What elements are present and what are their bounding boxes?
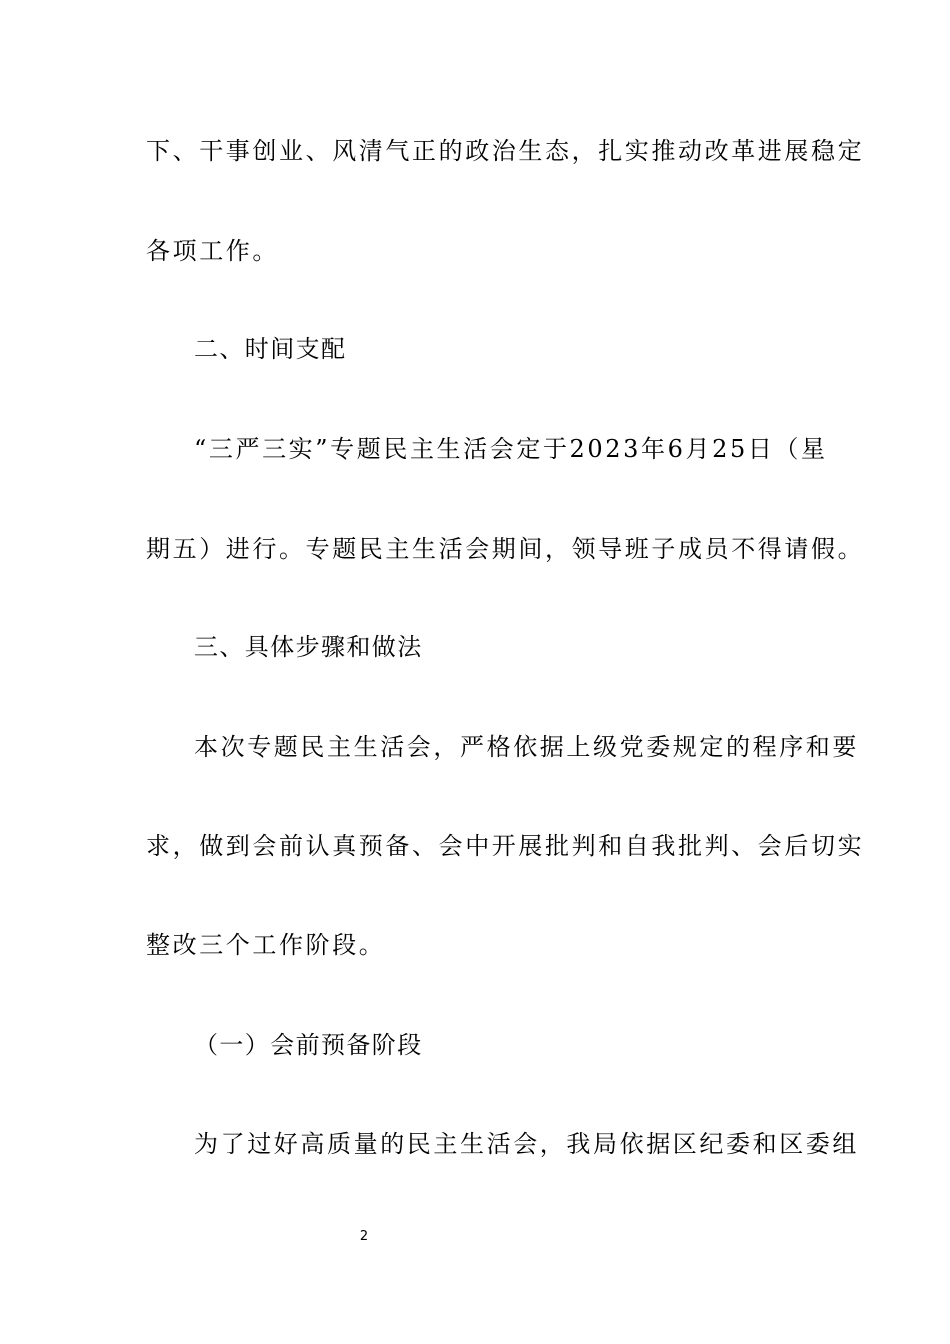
section-heading-time: 二、时间支配 xyxy=(194,335,347,363)
body-text-line-3: “三严三实”专题民主生活会定于2023年6月25日（星 xyxy=(194,435,828,463)
body-text-line-5: 本次专题民主生活会，严格依据上级党委规定的程序和要 xyxy=(194,733,859,761)
body-text-line-6: 求，做到会前认真预备、会中开展批判和自我批判、会后切实 xyxy=(146,832,865,860)
body-text-line-2: 各项工作。 xyxy=(146,237,279,265)
body-text-line-4: 期五）进行。专题民主生活会期间，领导班子成员不得请假。 xyxy=(146,535,865,563)
body-text-line-8: 为了过好高质量的民主生活会，我局依据区纪委和区委组 xyxy=(194,1130,859,1158)
body-text-line-7: 整改三个工作阶段。 xyxy=(146,931,386,959)
body-text-line-1: 下、干事创业、风清气正的政治生态，扎实推动改革进展稳定 xyxy=(146,137,865,165)
subsection-heading-preparation: （一）会前预备阶段 xyxy=(194,1031,423,1059)
page-number: 2 xyxy=(359,1229,369,1244)
section-heading-steps: 三、具体步骤和做法 xyxy=(194,633,423,661)
